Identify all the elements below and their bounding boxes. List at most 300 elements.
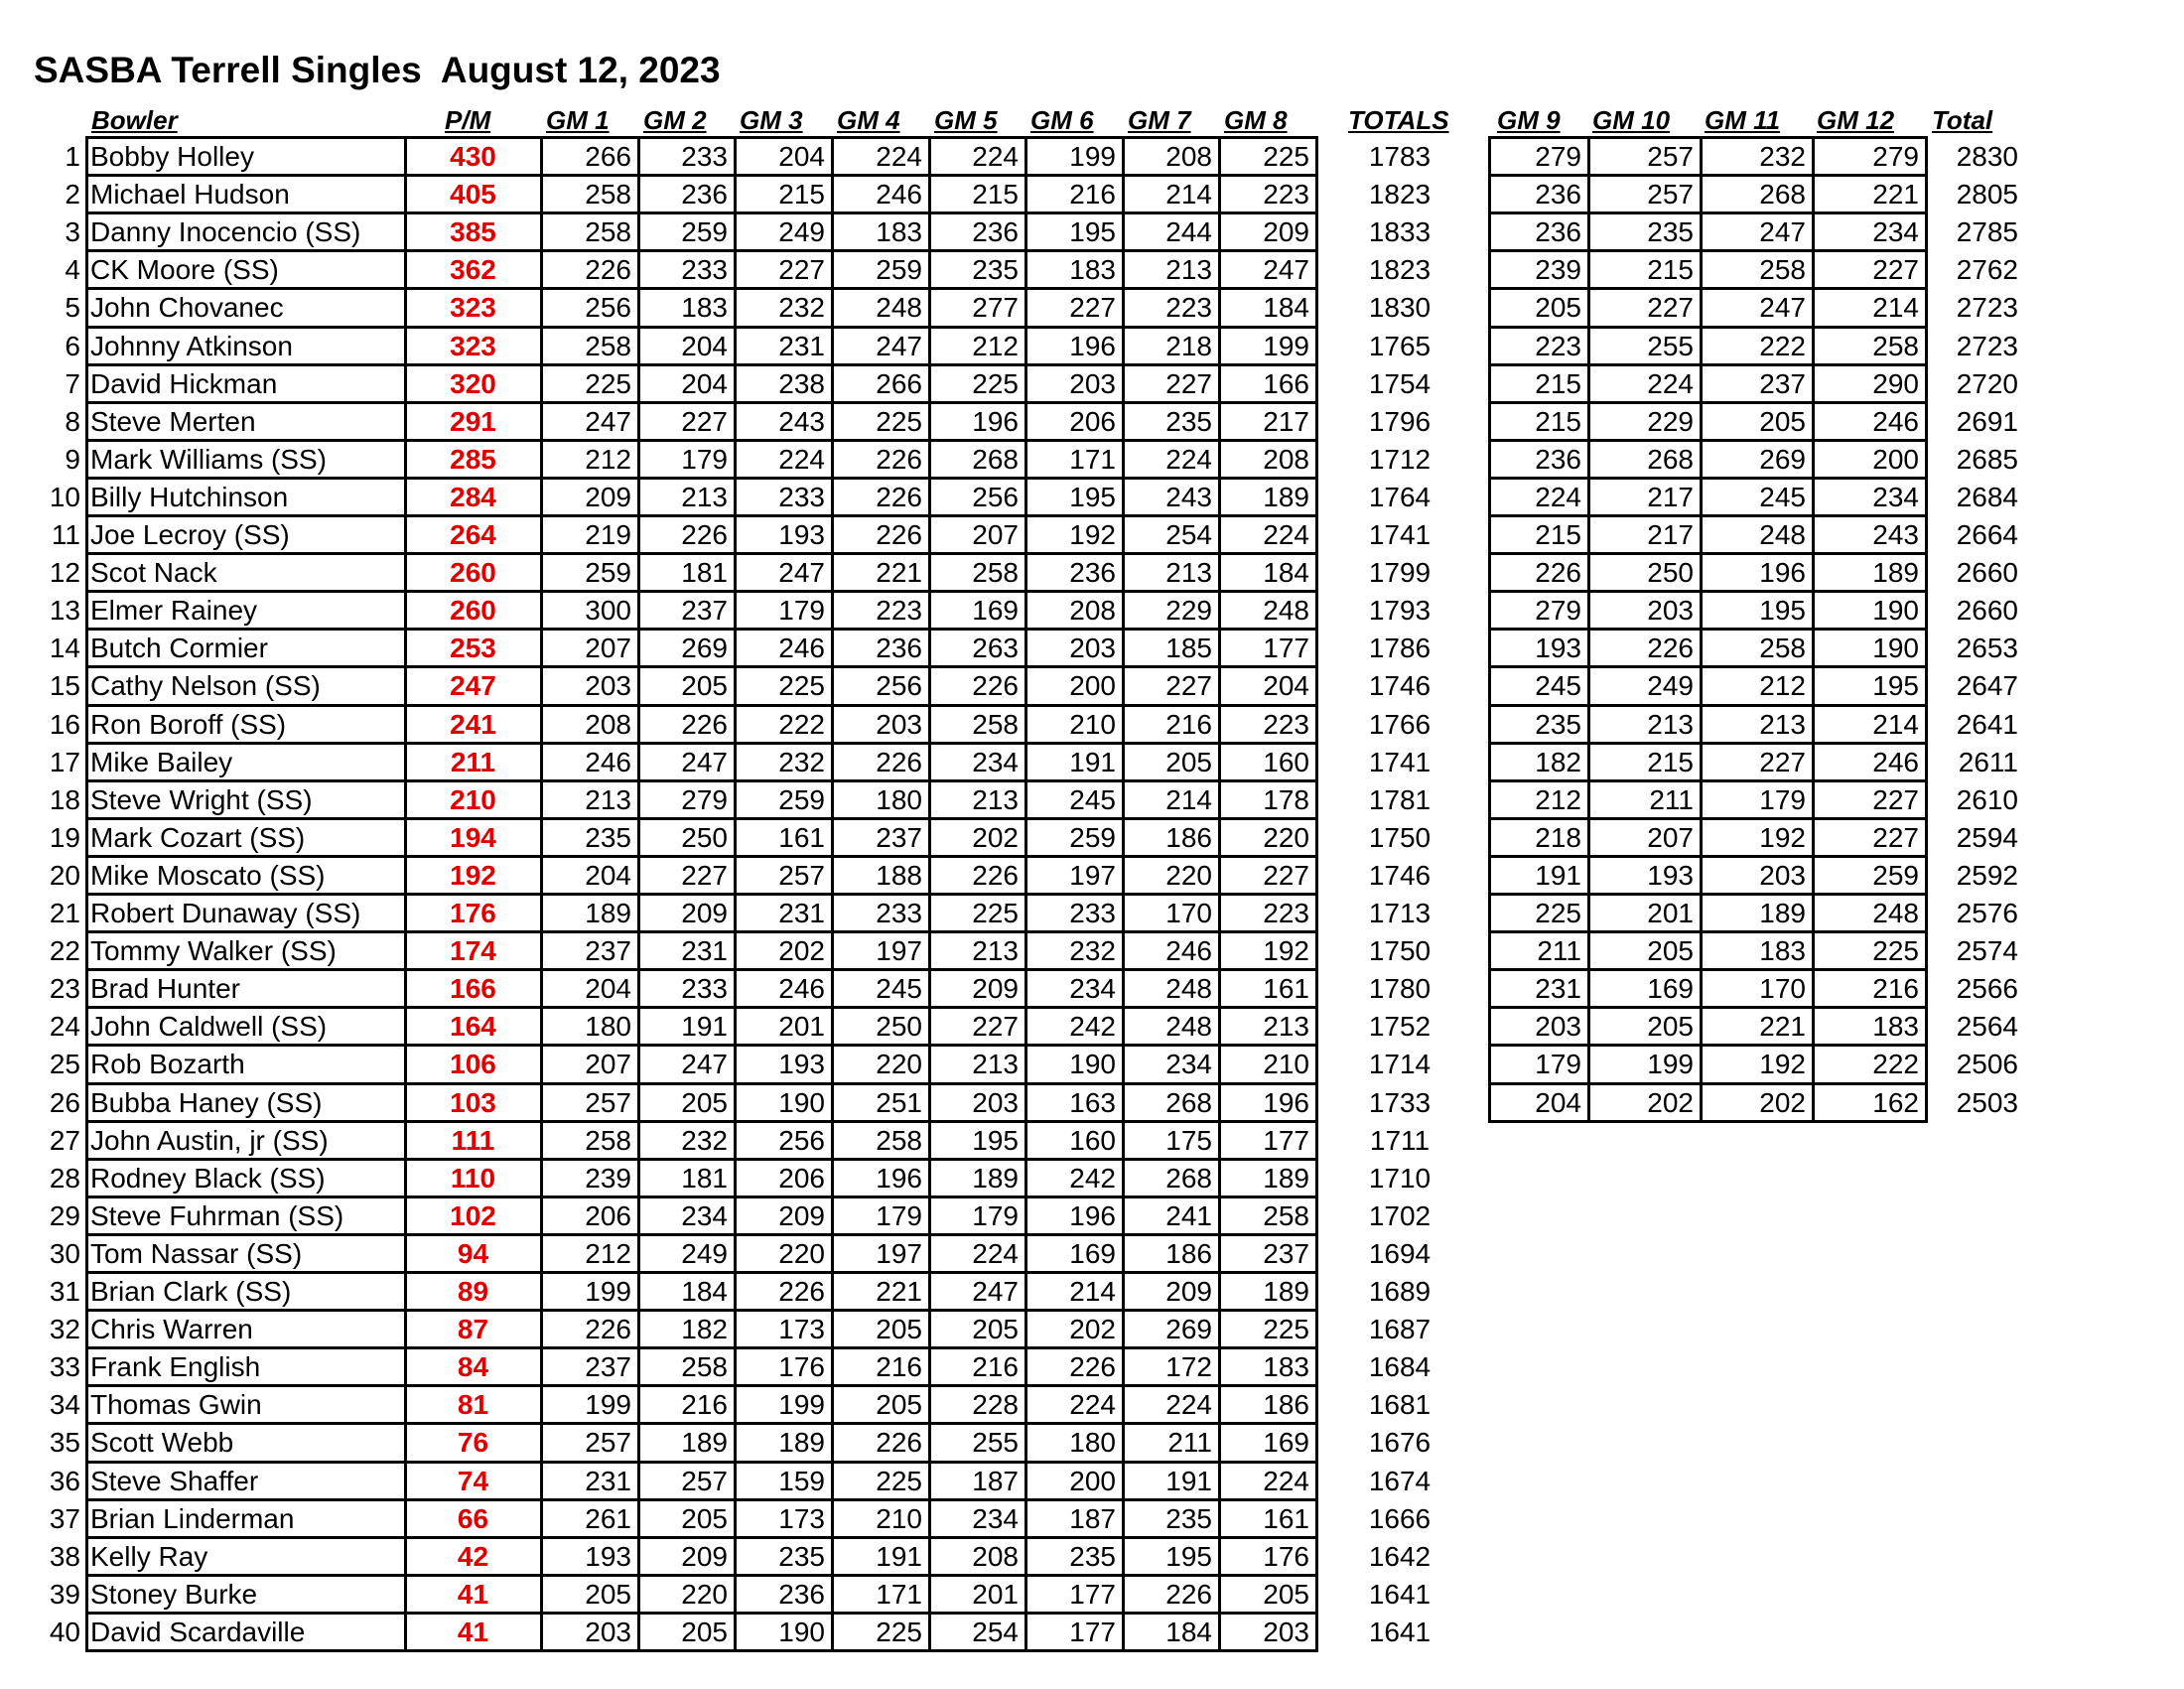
game-score: 169 — [1263, 1427, 1309, 1459]
eight-game-total: 1750 — [1368, 935, 1432, 967]
game-score: 203 — [1069, 367, 1116, 399]
bowler-name: Tommy Walker (SS) — [90, 935, 337, 967]
bowler-name: John Austin, jr (SS) — [90, 1124, 329, 1156]
table-row — [0, 705, 2184, 743]
game-score: 232 — [778, 746, 825, 777]
final-game-score: 205 — [1535, 292, 1581, 324]
bowler-name: Elmer Rainey — [90, 595, 258, 627]
rank-number: 28 — [49, 1162, 80, 1194]
game-score: 203 — [585, 1616, 631, 1647]
game-score: 227 — [972, 1011, 1019, 1043]
game-score: 279 — [681, 783, 728, 815]
rank-number: 3 — [65, 216, 80, 248]
game-score: 193 — [778, 1049, 825, 1080]
bowler-name: John Caldwell (SS) — [90, 1011, 328, 1043]
game-score: 223 — [1263, 708, 1309, 740]
game-score: 236 — [778, 1578, 825, 1610]
table-row — [0, 1499, 2184, 1537]
game-score: 213 — [585, 783, 631, 815]
game-score: 195 — [1069, 216, 1116, 248]
game-score: 212 — [585, 443, 631, 475]
final-game-score: 245 — [1535, 670, 1581, 702]
game-score: 212 — [972, 330, 1019, 361]
game-score: 214 — [1165, 179, 1212, 211]
final-game-score: 192 — [1759, 1049, 1806, 1080]
plus-minus: 291 — [450, 405, 496, 437]
rank-number: 4 — [65, 254, 80, 286]
rank-number: 21 — [49, 898, 80, 928]
final-game-score: 169 — [1647, 973, 1694, 1005]
game-score: 208 — [1263, 443, 1309, 475]
bowler-name: Mark Cozart (SS) — [90, 821, 306, 853]
game-score: 207 — [972, 519, 1019, 550]
table-row — [0, 288, 2184, 326]
plus-minus: 260 — [450, 595, 496, 627]
game-score: 195 — [972, 1124, 1019, 1156]
final-game-score: 190 — [1872, 633, 1919, 664]
plus-minus: 320 — [450, 367, 496, 399]
rank-number: 25 — [49, 1049, 80, 1080]
eight-game-total: 1642 — [1368, 1540, 1432, 1572]
game-score: 254 — [1165, 519, 1212, 550]
eight-game-total: 1752 — [1368, 1011, 1432, 1043]
game-score: 204 — [585, 859, 631, 891]
game-score: 207 — [585, 633, 631, 664]
grand-total: 2723 — [1956, 292, 2018, 324]
game-score: 185 — [1165, 633, 1212, 664]
game-score: 204 — [585, 973, 631, 1005]
rank-number: 8 — [65, 405, 80, 437]
plus-minus: 210 — [450, 783, 496, 815]
game-score: 237 — [585, 1351, 631, 1383]
game-score: 226 — [876, 1427, 922, 1459]
game-score: 169 — [1069, 1237, 1116, 1269]
game-score: 205 — [1165, 746, 1212, 777]
plus-minus: 362 — [450, 254, 496, 286]
plus-minus: 84 — [457, 1351, 489, 1383]
final-game-score: 236 — [1535, 179, 1581, 211]
rank-number: 12 — [49, 557, 80, 589]
bowler-name: Bubba Haney (SS) — [90, 1086, 323, 1118]
game-score: 206 — [778, 1162, 825, 1194]
header-game-9: GM 9 — [1497, 105, 1561, 135]
table-row — [0, 1159, 2184, 1196]
game-score: 231 — [778, 898, 825, 928]
game-score: 245 — [876, 973, 922, 1005]
header-game-1: GM 1 — [546, 105, 610, 135]
final-game-score: 196 — [1759, 557, 1806, 589]
game-score: 234 — [1069, 973, 1116, 1005]
rank-number: 15 — [49, 670, 80, 702]
game-score: 213 — [1165, 254, 1212, 286]
game-score: 184 — [681, 1276, 728, 1307]
final-game-score: 229 — [1647, 405, 1694, 437]
rank-number: 18 — [49, 783, 80, 815]
final-game-score: 182 — [1535, 746, 1581, 777]
game-score: 197 — [1069, 859, 1116, 891]
game-score: 259 — [585, 557, 631, 589]
final-game-score: 211 — [1537, 935, 1581, 967]
rank-number: 1 — [65, 141, 80, 172]
header-game-11: GM 11 — [1705, 105, 1781, 135]
game-score: 219 — [585, 519, 631, 550]
final-game-score: 247 — [1759, 292, 1806, 324]
game-score: 197 — [876, 1237, 922, 1269]
final-game-score: 207 — [1647, 821, 1694, 853]
game-score: 161 — [1263, 973, 1309, 1005]
game-score: 199 — [1263, 330, 1309, 361]
game-score: 188 — [876, 859, 922, 891]
plus-minus: 176 — [450, 898, 496, 928]
eight-game-total: 1681 — [1368, 1389, 1432, 1421]
grand-total: 2610 — [1956, 783, 2018, 815]
game-score: 205 — [681, 670, 728, 702]
bowler-name: Ron Boroff (SS) — [90, 708, 287, 740]
game-score: 223 — [1165, 292, 1212, 324]
eight-game-total: 1830 — [1368, 292, 1432, 324]
table-row — [0, 250, 2184, 288]
grand-total: 2564 — [1956, 1011, 2018, 1043]
game-score: 257 — [585, 1086, 631, 1118]
bowler-name: John Chovanec — [90, 292, 284, 324]
header-bowler: Bowler — [91, 105, 178, 135]
game-score: 226 — [681, 519, 728, 550]
game-score: 234 — [1165, 1049, 1212, 1080]
game-score: 269 — [1165, 1314, 1212, 1345]
table-row — [0, 175, 2184, 212]
game-score: 249 — [778, 216, 825, 248]
final-game-score: 215 — [1535, 405, 1581, 437]
game-score: 216 — [972, 1351, 1019, 1383]
eight-game-total: 1833 — [1368, 216, 1432, 248]
game-score: 215 — [778, 179, 825, 211]
game-score: 226 — [681, 708, 728, 740]
rank-number: 19 — [49, 821, 80, 853]
game-score: 190 — [1069, 1049, 1116, 1080]
game-score: 171 — [1069, 443, 1116, 475]
game-score: 160 — [1069, 1124, 1116, 1156]
grand-total: 2592 — [1956, 859, 2018, 891]
game-score: 204 — [778, 141, 825, 172]
game-score: 189 — [585, 898, 631, 928]
game-score: 256 — [585, 292, 631, 324]
table-row — [0, 1272, 2184, 1310]
game-score: 195 — [1165, 1540, 1212, 1572]
final-game-score: 225 — [1535, 898, 1581, 928]
eight-game-total: 1684 — [1368, 1351, 1432, 1383]
game-score: 300 — [585, 595, 631, 627]
table-row — [0, 440, 2184, 478]
rank-number: 30 — [49, 1237, 80, 1269]
bowler-name: Chris Warren — [90, 1314, 253, 1345]
final-game-score: 225 — [1872, 935, 1919, 967]
game-score: 258 — [585, 1124, 631, 1156]
plus-minus: 110 — [450, 1162, 496, 1194]
game-score: 203 — [1069, 633, 1116, 664]
game-score: 180 — [1069, 1427, 1116, 1459]
plus-minus: 94 — [457, 1237, 489, 1269]
game-score: 172 — [1165, 1351, 1212, 1383]
game-score: 233 — [681, 141, 728, 172]
game-score: 199 — [1069, 141, 1116, 172]
game-score: 233 — [876, 898, 922, 928]
header-game-5: GM 5 — [934, 105, 998, 135]
game-score: 205 — [876, 1314, 922, 1345]
final-game-score: 268 — [1759, 179, 1806, 211]
game-score: 234 — [681, 1199, 728, 1231]
eight-game-total: 1786 — [1368, 633, 1432, 664]
final-game-score: 192 — [1759, 821, 1806, 853]
eight-game-total: 1741 — [1368, 746, 1432, 777]
game-score: 180 — [585, 1011, 631, 1043]
game-score: 177 — [1069, 1616, 1116, 1647]
bowler-name: Brad Hunter — [90, 973, 240, 1005]
table-row — [0, 931, 2184, 969]
grand-total: 2576 — [1956, 898, 2018, 928]
game-score: 231 — [585, 1465, 631, 1496]
final-game-score: 221 — [1872, 179, 1919, 211]
game-score: 209 — [1165, 1276, 1212, 1307]
game-score: 183 — [681, 292, 728, 324]
plus-minus: 76 — [457, 1427, 489, 1459]
plus-minus: 174 — [450, 935, 496, 967]
game-score: 235 — [585, 821, 631, 853]
final-game-score: 290 — [1872, 367, 1919, 399]
plus-minus: 253 — [450, 633, 496, 664]
plus-minus: 430 — [450, 141, 496, 172]
final-game-score: 239 — [1535, 254, 1581, 286]
bowler-name: Bobby Holley — [90, 141, 254, 172]
game-score: 268 — [972, 443, 1019, 475]
bowler-name: Steve Shaffer — [90, 1465, 259, 1496]
final-game-score: 217 — [1647, 519, 1694, 550]
game-score: 187 — [1069, 1502, 1116, 1534]
game-score: 226 — [1165, 1578, 1212, 1610]
game-score: 247 — [681, 1049, 728, 1080]
final-game-score: 215 — [1647, 254, 1694, 286]
table-row — [0, 478, 2184, 515]
game-score: 202 — [778, 935, 825, 967]
final-game-score: 232 — [1759, 141, 1806, 172]
game-score: 216 — [1165, 708, 1212, 740]
final-game-score: 249 — [1647, 670, 1694, 702]
final-game-score: 237 — [1759, 367, 1806, 399]
table-row — [0, 591, 2184, 629]
game-score: 232 — [1069, 935, 1116, 967]
final-game-score: 246 — [1872, 746, 1919, 777]
final-game-score: 204 — [1535, 1086, 1581, 1118]
game-score: 224 — [1165, 1389, 1212, 1421]
table-row — [0, 780, 2184, 818]
game-score: 245 — [1069, 783, 1116, 815]
grand-total: 2805 — [1956, 179, 2018, 211]
game-score: 246 — [1165, 935, 1212, 967]
bowler-name: Mike Moscato (SS) — [90, 859, 326, 891]
game-score: 177 — [1069, 1578, 1116, 1610]
header-game-12: GM 12 — [1817, 105, 1895, 135]
eight-game-total: 1764 — [1368, 481, 1432, 512]
game-score: 213 — [1165, 557, 1212, 589]
header-game-7: GM 7 — [1128, 105, 1191, 135]
game-score: 233 — [778, 481, 825, 512]
rank-number: 37 — [49, 1502, 80, 1534]
final-game-score: 195 — [1872, 670, 1919, 702]
game-score: 225 — [876, 405, 922, 437]
eight-game-total: 1687 — [1368, 1314, 1432, 1345]
plus-minus: 106 — [450, 1049, 496, 1080]
game-score: 192 — [1069, 519, 1116, 550]
eight-game-total: 1733 — [1368, 1086, 1432, 1118]
rank-number: 31 — [49, 1276, 80, 1307]
header-total: Total — [1932, 105, 1993, 135]
game-score: 235 — [1165, 1502, 1212, 1534]
eight-game-total: 1796 — [1368, 405, 1432, 437]
table-row — [0, 969, 2184, 1007]
final-game-score: 202 — [1647, 1086, 1694, 1118]
final-game-score: 202 — [1759, 1086, 1806, 1118]
game-score: 180 — [876, 783, 922, 815]
game-score: 178 — [1263, 783, 1309, 815]
final-game-score: 217 — [1647, 481, 1694, 512]
final-game-score: 248 — [1759, 519, 1806, 550]
game-score: 246 — [778, 973, 825, 1005]
game-score: 226 — [876, 519, 922, 550]
game-score: 244 — [1165, 216, 1212, 248]
game-score: 226 — [1069, 1351, 1116, 1383]
plus-minus: 264 — [450, 519, 496, 550]
bowler-name: Scot Nack — [90, 557, 217, 589]
table-row — [0, 666, 2184, 704]
game-score: 191 — [1165, 1465, 1212, 1496]
game-score: 193 — [585, 1540, 631, 1572]
table-row — [0, 1613, 2184, 1650]
game-score: 203 — [876, 708, 922, 740]
rank-number: 14 — [49, 633, 80, 664]
final-game-score: 224 — [1535, 481, 1581, 512]
table-row — [0, 515, 2184, 553]
final-game-score: 234 — [1872, 216, 1919, 248]
eight-game-total: 1746 — [1368, 859, 1432, 891]
rank-number: 29 — [49, 1199, 80, 1231]
bowler-name: Stoney Burke — [90, 1578, 258, 1610]
plus-minus: 66 — [457, 1502, 489, 1534]
game-score: 258 — [681, 1351, 728, 1383]
game-score: 231 — [681, 935, 728, 967]
bowler-name: Joe Lecroy (SS) — [90, 519, 290, 550]
bowler-name: Steve Merten — [90, 405, 256, 437]
bowler-name: Rob Bozarth — [90, 1049, 245, 1080]
grand-total: 2647 — [1956, 670, 2018, 702]
bowler-name: Brian Linderman — [90, 1502, 295, 1534]
game-score: 173 — [778, 1314, 825, 1345]
rank-number: 7 — [65, 367, 80, 399]
game-score: 184 — [1263, 557, 1309, 589]
final-game-score: 227 — [1872, 254, 1919, 286]
game-score: 210 — [1263, 1049, 1309, 1080]
plus-minus: 102 — [450, 1199, 496, 1231]
eight-game-total: 1641 — [1368, 1616, 1432, 1647]
final-game-score: 236 — [1535, 216, 1581, 248]
table-row — [0, 894, 2184, 931]
plus-minus: 164 — [450, 1011, 496, 1043]
game-score: 224 — [1263, 519, 1309, 550]
game-score: 228 — [972, 1389, 1019, 1421]
game-score: 161 — [1263, 1502, 1309, 1534]
game-score: 166 — [1263, 367, 1309, 399]
game-score: 170 — [1165, 898, 1212, 928]
game-score: 247 — [778, 557, 825, 589]
game-score: 232 — [681, 1124, 728, 1156]
final-game-score: 216 — [1872, 973, 1919, 1005]
grand-total: 2594 — [1956, 821, 2018, 853]
final-game-score: 179 — [1535, 1049, 1581, 1080]
game-score: 248 — [876, 292, 922, 324]
game-score: 196 — [1263, 1086, 1309, 1118]
eight-game-total: 1766 — [1368, 708, 1432, 740]
game-score: 257 — [585, 1427, 631, 1459]
rank-number: 35 — [49, 1427, 80, 1459]
game-score: 184 — [1165, 1616, 1212, 1647]
final-game-score: 211 — [1649, 783, 1694, 815]
final-game-score: 269 — [1759, 443, 1806, 475]
game-score: 215 — [972, 179, 1019, 211]
bowler-name: Mark Williams (SS) — [90, 443, 327, 475]
plus-minus: 323 — [450, 292, 496, 324]
eight-game-total: 1780 — [1368, 973, 1432, 1005]
plus-minus: 41 — [457, 1578, 489, 1610]
game-score: 213 — [681, 481, 728, 512]
page-title: SASBA Terrell Singles August 12, 2023 — [34, 50, 721, 90]
game-score: 213 — [972, 783, 1019, 815]
game-score: 266 — [585, 141, 631, 172]
game-score: 235 — [972, 254, 1019, 286]
game-score: 225 — [972, 898, 1019, 928]
game-score: 233 — [681, 254, 728, 286]
rank-number: 13 — [49, 595, 80, 627]
final-game-score: 279 — [1535, 141, 1581, 172]
game-score: 220 — [876, 1049, 922, 1080]
final-game-score: 227 — [1647, 292, 1694, 324]
final-game-score: 234 — [1872, 481, 1919, 512]
final-game-score: 189 — [1872, 557, 1919, 589]
plus-minus: 192 — [450, 859, 496, 891]
game-score: 209 — [585, 481, 631, 512]
grand-total: 2785 — [1956, 216, 2018, 248]
game-score: 173 — [778, 1502, 825, 1534]
game-score: 203 — [972, 1086, 1019, 1118]
game-score: 258 — [972, 557, 1019, 589]
game-score: 235 — [1069, 1540, 1116, 1572]
game-score: 224 — [1069, 1389, 1116, 1421]
final-game-score: 222 — [1872, 1049, 1919, 1080]
final-game-score: 183 — [1759, 935, 1806, 967]
final-game-score: 223 — [1535, 330, 1581, 361]
game-score: 210 — [876, 1502, 922, 1534]
plus-minus: 111 — [451, 1124, 495, 1156]
bowler-name: CK Moore (SS) — [90, 254, 279, 286]
final-game-score: 258 — [1872, 330, 1919, 361]
game-score: 220 — [1165, 859, 1212, 891]
bowler-name: Frank English — [90, 1351, 261, 1383]
bowler-name: Danny Inocencio (SS) — [90, 216, 361, 248]
game-score: 224 — [876, 141, 922, 172]
bowler-name: Brian Clark (SS) — [90, 1276, 292, 1307]
plus-minus: 323 — [450, 330, 496, 361]
game-score: 196 — [1069, 330, 1116, 361]
grand-total: 2691 — [1956, 405, 2018, 437]
game-score: 247 — [681, 746, 728, 777]
game-score: 237 — [585, 935, 631, 967]
